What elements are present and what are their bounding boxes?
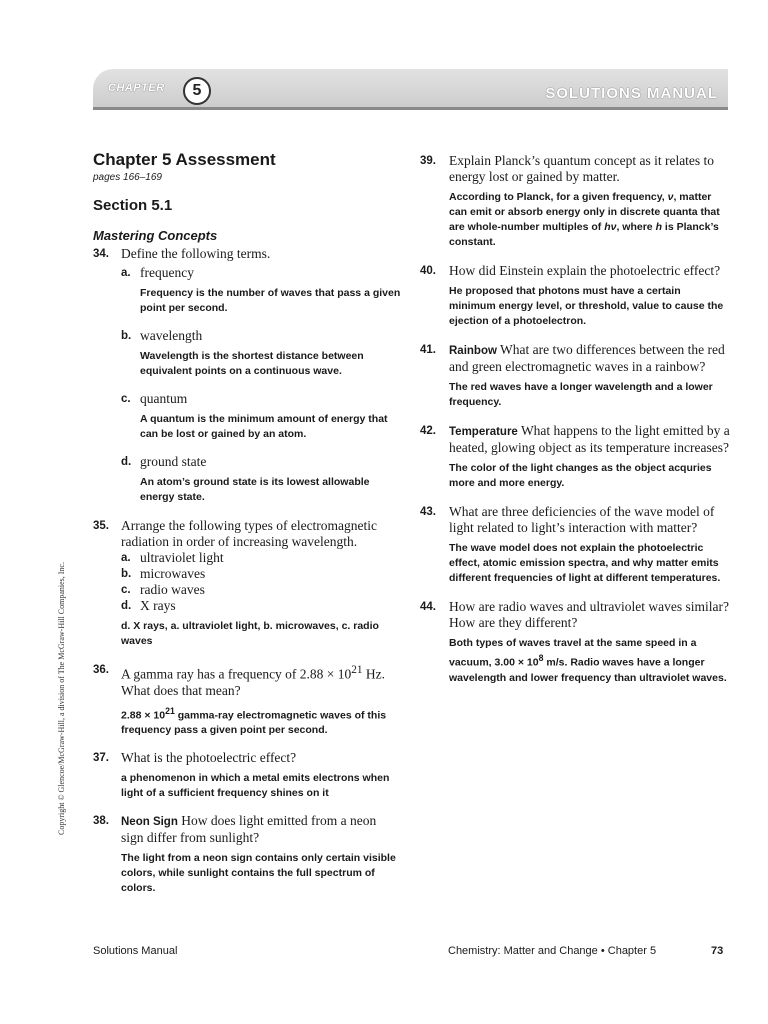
term-text: frequency <box>140 265 194 280</box>
question-35 <box>93 518 401 649</box>
question-text <box>121 662 401 699</box>
option-item <box>121 598 401 614</box>
question-number: 38. <box>93 815 109 827</box>
exponent: 8 <box>538 653 544 663</box>
answer-part: gamma-ray electromagnetic waves of this frequency pass a given point per second. <box>121 709 387 736</box>
question-text <box>121 813 401 846</box>
question-38 <box>93 813 401 896</box>
item-letter: c. <box>121 393 131 405</box>
footer-manual-label: Solutions Manual <box>93 945 178 957</box>
section-heading: Section 5.1 <box>93 197 173 214</box>
answer-part: , matter can emit or absorb energy only in discrete quanta that are whole-number multiples of <box>449 191 720 233</box>
answer-part: According to Planck, for a given frequency, <box>449 191 668 203</box>
question-text: Arrange the following types of electromagnetic radiation in order of increasing wavelength. <box>121 518 378 549</box>
page-range: pages 166–169 <box>93 172 162 183</box>
question-keyword: Rainbow <box>449 345 497 357</box>
term-item <box>121 328 401 379</box>
answer-text <box>121 704 401 739</box>
answer-symbol: ν <box>667 191 674 203</box>
chapter-label: CHAPTER <box>108 82 165 94</box>
answer-text: He proposed that photons must have a certain minimum energy level, or threshold, value to cause the ejection of a photoelectron. <box>449 285 724 327</box>
answer-text: Wavelength is the shortest distance between equivalent points on a continuous wave. <box>140 350 364 377</box>
term-item <box>121 391 401 442</box>
question-number: 34. <box>93 248 109 260</box>
option-item <box>121 566 401 582</box>
question-37 <box>93 750 401 801</box>
answer-text: An atom’s ground state is its lowest allowable energy state. <box>140 476 370 503</box>
exponent: 21 <box>165 705 175 716</box>
copyright-notice: Copyright © Glencoe/McGraw-Hill, a division of The McGraw-Hill Companies, Inc. <box>57 562 66 835</box>
option-text: ultraviolet light <box>140 550 224 565</box>
question-42 <box>420 423 730 491</box>
item-letter: c. <box>121 584 131 596</box>
answer-symbol: h <box>655 221 662 233</box>
answer-text: The wave model does not explain the photoelectric effect, atomic emission spectra, and why matter emits different frequencies of light at different temperatures. <box>449 542 721 584</box>
question-44 <box>420 599 730 686</box>
option-text: radio waves <box>140 582 205 597</box>
question-text-part: A gamma ray has a frequency of 2.88 × 10 <box>121 666 352 682</box>
question-number: 43. <box>420 506 436 518</box>
question-text <box>449 423 730 456</box>
question-keyword: Temperature <box>449 426 518 438</box>
item-letter: d. <box>121 600 132 612</box>
question-number: 40. <box>420 265 436 277</box>
question-40 <box>420 263 730 329</box>
item-letter: a. <box>121 552 131 564</box>
answer-text: The light from a neon sign contains only certain visible colors, while sunlight contains the full spectrum of colors. <box>121 852 396 894</box>
question-keyword: Neon Sign <box>121 816 178 828</box>
answer-text: A quantum is the minimum amount of energy that can be lost or gained by an atom. <box>140 413 388 440</box>
left-column <box>93 150 401 896</box>
item-letter: d. <box>121 456 132 468</box>
question-number: 36. <box>93 664 109 676</box>
answer-part: is Planck’s constant. <box>449 221 719 248</box>
item-letter: a. <box>121 267 131 279</box>
right-column <box>420 153 730 686</box>
page-number: 73 <box>711 945 724 957</box>
question-number: 44. <box>420 601 436 613</box>
question-text: What are three deficiencies of the wave model of light related to light’s interaction with matter? <box>449 504 715 535</box>
answer-symbol: hν <box>604 221 617 233</box>
term-text: ground state <box>140 454 207 469</box>
question-text: How did Einstein explain the photoelectric effect? <box>449 263 721 278</box>
answer-text: Frequency is the number of waves that pass a given point per second. <box>140 287 401 314</box>
term-text: quantum <box>140 391 188 406</box>
answer-part: , where <box>616 221 656 233</box>
answer-text <box>449 190 730 250</box>
question-43 <box>420 504 730 586</box>
question-number: 42. <box>420 425 436 437</box>
answer-text <box>449 636 730 686</box>
chapter-number-badge: 5 <box>183 77 211 105</box>
term-item <box>121 454 401 505</box>
answer-part: 2.88 × 10 <box>121 709 166 721</box>
question-text-part: How does light emitted from a neon sign differ from sunlight? <box>121 813 377 845</box>
question-text: How are radio waves and ultraviolet waves similar? How are they different? <box>449 599 730 630</box>
option-text: X rays <box>140 598 176 613</box>
question-34 <box>93 246 401 505</box>
question-36 <box>93 662 401 738</box>
question-text: Define the following terms. <box>121 246 271 261</box>
answer-text: a phenomenon in which a metal emits electrons when light of a sufficient frequency shines on it <box>121 772 390 799</box>
answer-text: The color of the light changes as the object acquries more and more energy. <box>449 462 712 489</box>
option-item <box>121 550 401 566</box>
question-text: Explain Planck’s quantum concept as it relates to energy lost or gained by matter. <box>449 153 715 184</box>
question-number: 37. <box>93 752 109 764</box>
option-text: microwaves <box>140 566 206 581</box>
question-39 <box>420 153 730 250</box>
item-letter: b. <box>121 568 132 580</box>
question-text: What is the photoelectric effect? <box>121 750 297 765</box>
term-item <box>121 265 401 316</box>
question-text-part: What happens to the light emitted by a heated, glowing object as its temperature increases? <box>449 423 730 455</box>
question-41 <box>420 342 730 410</box>
chapter-header-bar <box>93 69 728 110</box>
term-text: wavelength <box>140 328 203 343</box>
option-item <box>121 582 401 598</box>
question-text-part: Hz. What does that mean? <box>121 666 386 698</box>
footer-book-title: Chemistry: Matter and Change • Chapter 5 <box>448 945 657 957</box>
exponent: 21 <box>351 664 363 676</box>
answer-text: The red waves have a longer wavelength and a lower frequency. <box>449 381 713 408</box>
question-number: 39. <box>420 155 436 167</box>
solutions-manual-label: SOLUTIONS MANUAL <box>545 85 718 102</box>
option-list <box>121 550 401 614</box>
question-text-part: What are two differences between the red and green electromagnetic waves in a rainbow? <box>449 342 725 374</box>
item-letter: b. <box>121 330 132 342</box>
question-text <box>449 342 730 375</box>
answer-part: Both types of waves travel at the same speed in a vacuum, 3.00 × 10 <box>449 637 697 669</box>
answer-text: d. X rays, a. ultraviolet light, b. microwaves, c. radio waves <box>121 620 379 647</box>
subsection-heading: Mastering Concepts <box>93 228 218 243</box>
question-number: 41. <box>420 344 436 356</box>
page-title: Chapter 5 Assessment <box>93 150 276 169</box>
answer-part: m/s. Radio waves have a longer wavelength and lower frequency than ultraviolet waves. <box>449 656 727 684</box>
question-number: 35. <box>93 520 109 532</box>
